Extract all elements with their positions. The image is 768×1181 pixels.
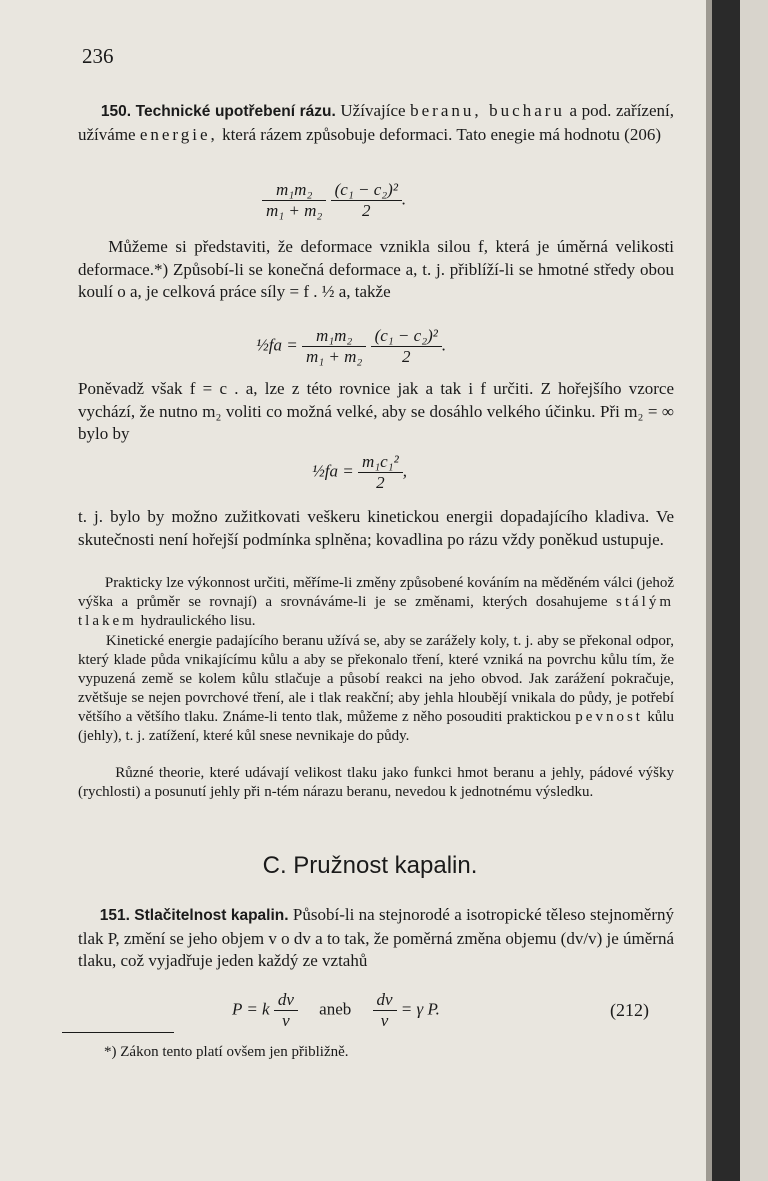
eq-lhs: P = k: [232, 999, 270, 1019]
paragraph-150-4: [78, 506, 674, 551]
small-paragraph-2: [78, 632, 674, 746]
eq-rhs: = γ P.: [400, 999, 440, 1019]
eq-conj: aneb: [319, 999, 352, 1019]
page-number: 236: [82, 44, 114, 68]
small-paragraph-3: [78, 764, 674, 802]
equation-c: [312, 452, 407, 493]
text: Působí-li na stejnorodé a isotropické těleso stejnoměrný tlak P, změní se jeho objem v o dv a to tak, že poměrná změna objemu (dv/v) je úměrná tlaku, což vyjadřuje jeden každý ze vztahů: [78, 905, 674, 970]
text: hydraulického lisu.: [136, 613, 256, 629]
spaced-text: pevnost: [575, 709, 643, 725]
text: Poněvadž však f = c . a, lze z této rovnice jak a tak i f určiti. Z hořejšího vzorce vychází, že nutno m₂ voliti co možná velké, aby se dosáhlo velkého účinku. Při m₂ = ∞ bylo by: [78, 379, 674, 443]
eq-den: v: [380, 1011, 389, 1030]
eq-num: (c₁ − c₂)²: [371, 326, 442, 347]
text: t. j. bylo by možno zužitkovati veškeru kinetickou energii dopadajícího kladiva. Ve skutečnosti není hořejší podmínka splněna; kovadlina po rázu vždy poněkud ustupuje.: [78, 507, 674, 549]
eq-num: dv: [373, 990, 397, 1011]
eq-punct: .: [401, 189, 407, 209]
paragraph-150-intro: [78, 100, 674, 146]
eq-num: m₁m₂: [262, 180, 326, 201]
footnote: *) Zákon tento platí ovšem jen přibližně.: [104, 1044, 349, 1060]
equation-b: [256, 326, 446, 367]
text: Můžeme si představiti, že deformace vznikla silou f, která je úměrná velikosti deformace.*) Způsobí-li se konečná deformace a, t. j. přiblíží-li se hmotné středy obou koulí o a, je celková práce síly = f . ½ a, takže: [78, 237, 675, 301]
text: kůlu (jehly), t. j. zatížení, které kůl snese nevnikaje do půdy.: [78, 709, 674, 744]
spaced-text: energie,: [139, 124, 218, 144]
text: Prakticky lze výkonnost určiti, měříme-li změny způsobené kováním na měděném válci (jehož výška a průměr se rovnají) a srovnáváme-li je se změnami, kterých dosahujeme: [78, 575, 675, 610]
equation-206: [262, 180, 406, 221]
eq-lhs: ½fa =: [256, 335, 298, 355]
eq-den: v: [282, 1011, 290, 1030]
eq-num: dv: [274, 990, 298, 1011]
spaced-text: stálým tlakem: [78, 594, 674, 629]
eq-punct: .: [441, 335, 447, 355]
text: Kinetické energie padajícího beranu užívá se, aby se zarážely koly, t. j. aby se překonal odpor, který klade půda vnikajícímu kůlu a aby se překonalo tření, které vzniká na povrchu kůlu tím, že vypuzená země se kolem kůlu stlačuje a působí reakci na jeho obvod. Jak zarážení pokračuje, zvětšuje se nejen povrchové tření, ale i tlak reakční; aby jehla hloubějí vnikala do půdy, je potřebí většího a většího tlaku. Známe-li tento tlak, můžeme z něho posouditi praktickou: [78, 633, 674, 725]
text: a pod. zařízení, užíváme: [78, 101, 674, 144]
eq-num: m₁m₂: [302, 326, 366, 347]
eq-den: 2: [362, 201, 371, 220]
eq-den: 2: [401, 347, 411, 366]
spaced-text: beranu, bucharu: [410, 101, 565, 120]
eq-punct: ,: [402, 461, 407, 481]
footnote-rule: [62, 1032, 174, 1033]
small-paragraph-1: [78, 574, 674, 631]
section-title: C. Pružnost kapalin.: [262, 852, 478, 879]
binding-edge: [712, 0, 740, 1181]
eq-lhs: ½fa =: [312, 461, 354, 481]
eq-den: 2: [376, 473, 385, 492]
text: Různé theorie, které udávají velikost tlaku jako funkci hmot beranu a jehly, pádové výšky (rychlosti) a posunutí jehly při n-tém nárazu beranu, nevedou k jednotnému výsledku.: [78, 765, 674, 800]
heading-151: 151. Stlačitelnost kapalin.: [99, 907, 289, 924]
paragraph-151: [78, 904, 674, 973]
equation-number: (212): [610, 1000, 649, 1020]
eq-den: m₁ + m₂: [305, 347, 363, 366]
eq-num: m₁c₁²: [358, 452, 403, 473]
paragraph-150-3: [78, 378, 674, 446]
text: která rázem způsobuje deformaci. Tato enegie má hodnotu (206): [217, 124, 661, 144]
heading-150: 150. Technické upotřebení rázu.: [100, 103, 336, 120]
eq-den: m₁ + m₂: [266, 201, 323, 220]
text: Užívajíce: [340, 101, 411, 120]
eq-num: (c₁ − c₂)²: [331, 180, 402, 201]
equation-212: [232, 990, 440, 1031]
paragraph-150-2: [78, 236, 674, 304]
